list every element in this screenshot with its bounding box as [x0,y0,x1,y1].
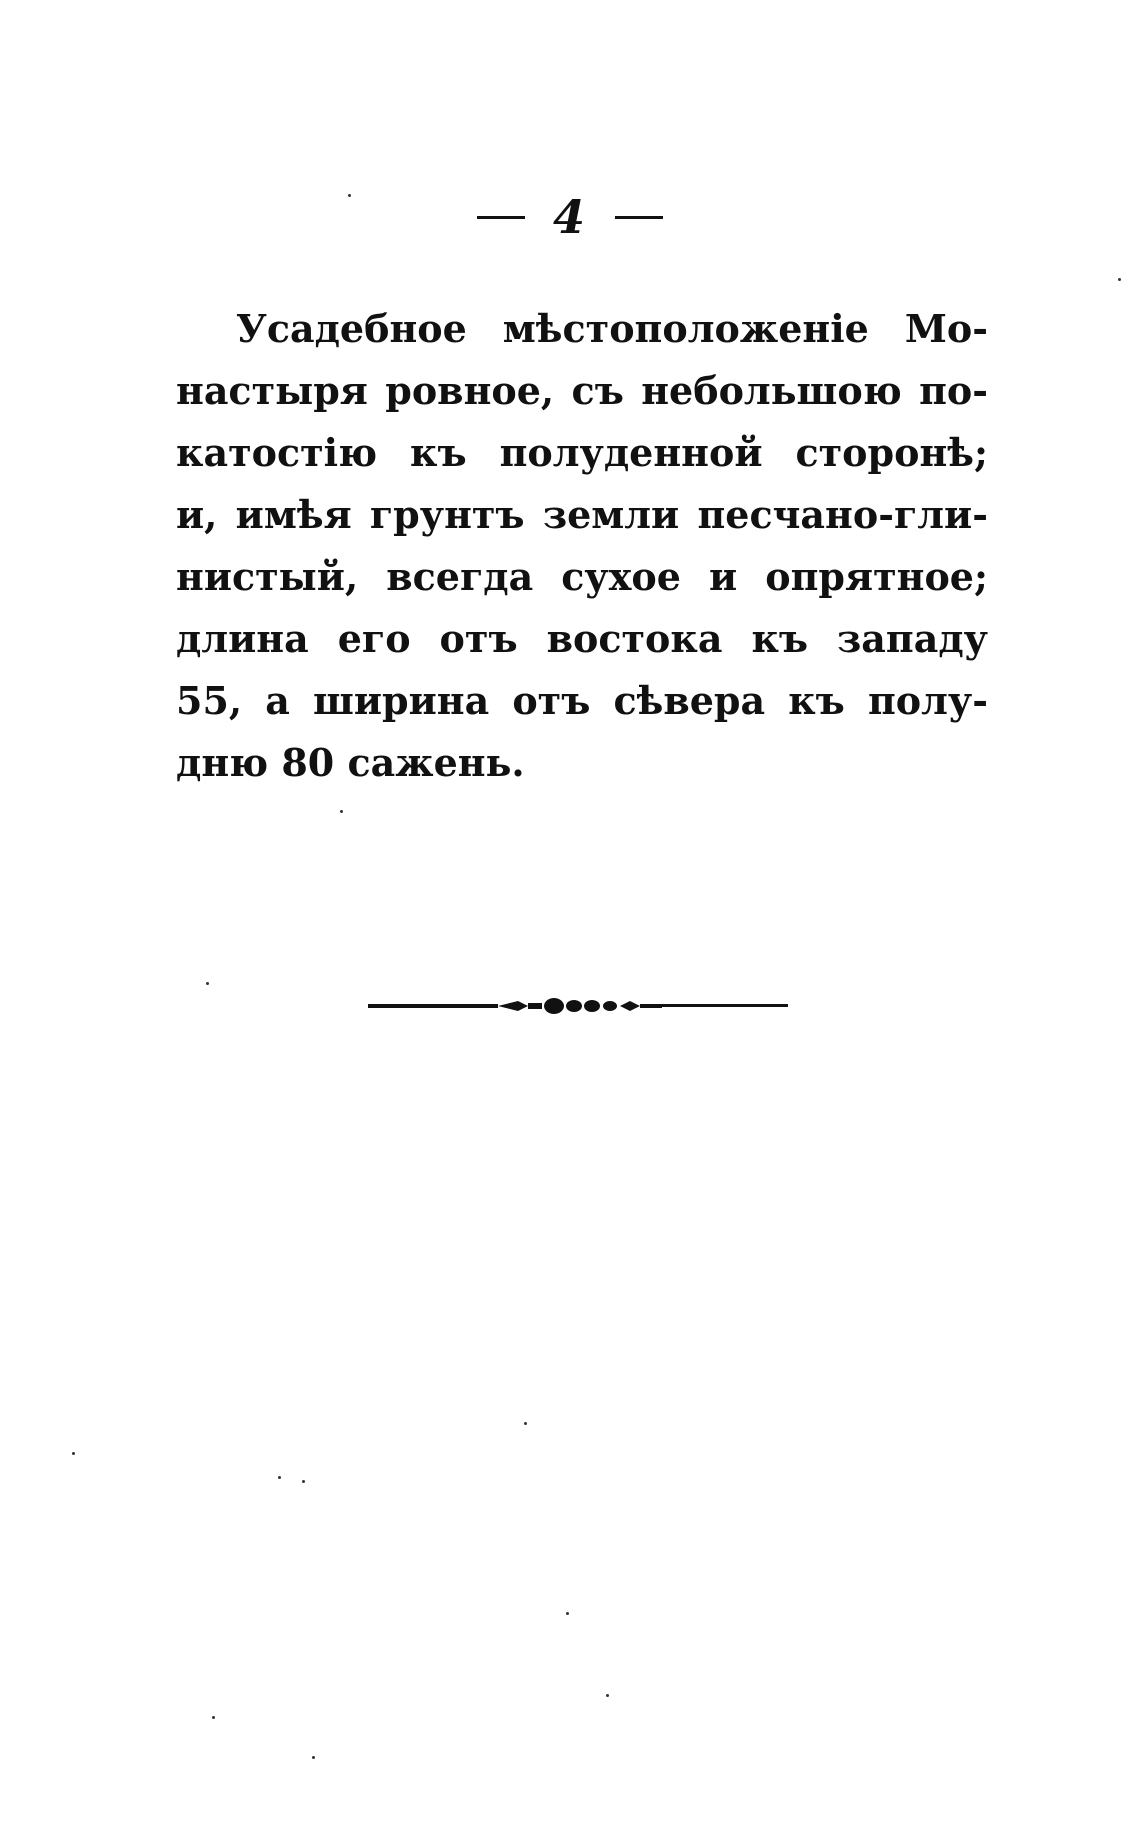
text-line: 55, а ширина отъ сѣвера къ полу- [176,678,988,723]
paper-speck [566,1612,569,1615]
paper-speck [1118,278,1121,281]
text-line: катостію къ полуденной сторонѣ; [176,430,988,475]
text-line: и, имѣя грунтъ земли песчано-гли- [176,492,988,537]
paper-speck [278,1476,281,1479]
left-dash [477,216,525,219]
paper-speck [302,1480,305,1483]
right-dash [615,216,663,219]
paper-speck [524,1422,527,1425]
page-number-header [0,186,1140,244]
paper-speck [606,1694,609,1697]
text-line: дню 80 сажень. [176,740,525,785]
paper-speck [348,194,351,197]
paper-speck [312,1756,315,1759]
paper-speck [72,1452,75,1455]
decorative-rule-ornament [368,995,788,1017]
text-line: нистый, всегда сухое и опрятное; [176,554,988,599]
paper-speck [206,982,209,985]
text-line: длина его отъ востока къ западу [176,616,988,661]
body-paragraph [176,298,988,794]
paper-speck [212,1716,215,1719]
paper-speck [340,810,343,813]
text-line: Усадебное мѣстоположеніе Мо- [236,306,988,351]
text-line: настыря ровное, съ небольшою по- [176,368,988,413]
page-number: 4 [552,190,587,244]
